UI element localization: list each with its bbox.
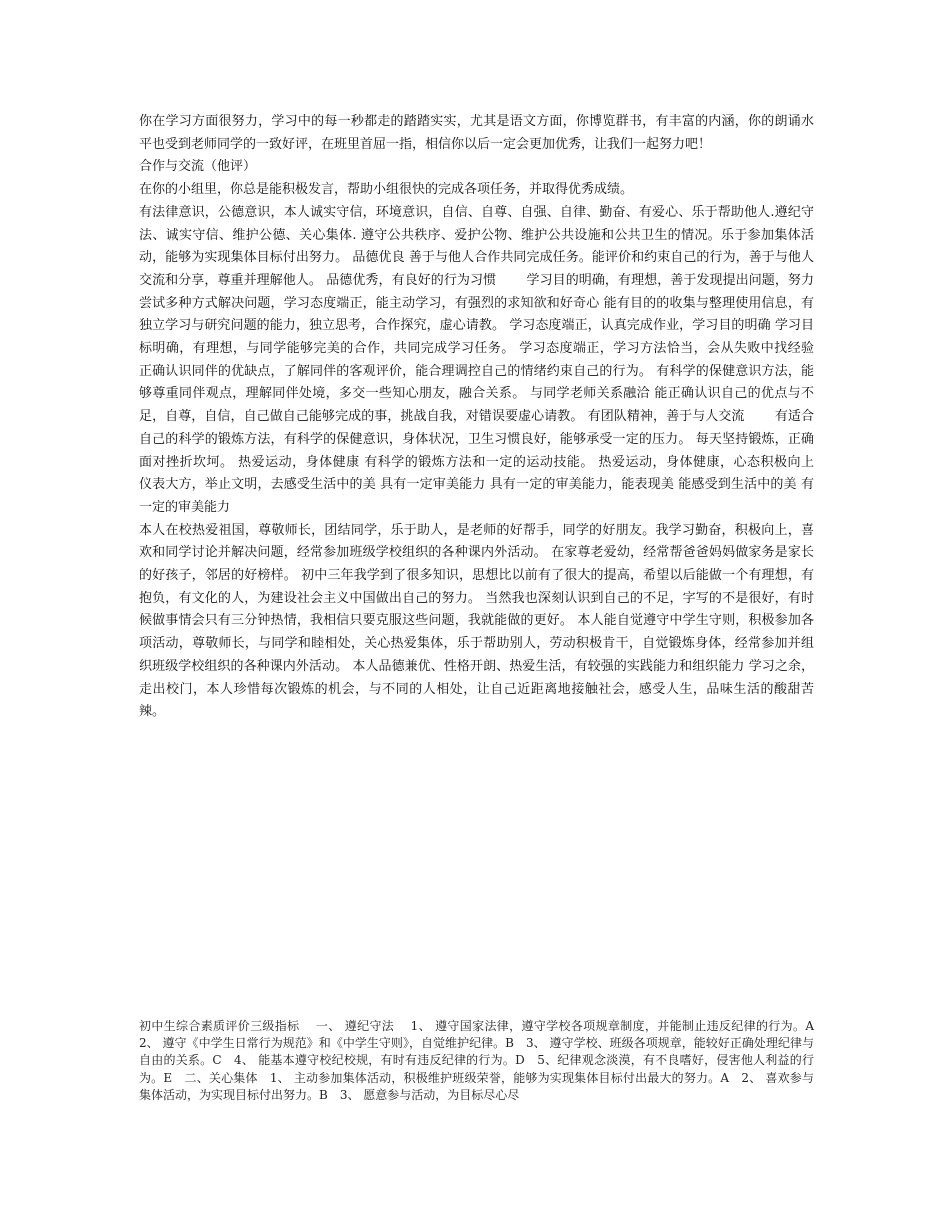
paragraph-group: 在你的小组里，你总是能积极发言，帮助小组很快的完成各项任务，并取得优秀成绩。 [139,182,634,198]
paragraph-indicators: 初中生综合素质评价三级指标 一、 遵纪守法 1、 遵守国家法律，遵守学校各项规章制度，并能制止违反纪律的行为。A 2、 遵守《中学生日常行为规范》和《中学生守则》，自觉维护纪律。B 3、 遵守学校、班级各项规章，能较好正确处理纪律与自由的关系。C 4、 能基本遵守校纪校规，有时有违反纪律的行为。D 5、纪律观念淡漠，有不良嗜好，侵害他人利益的行为。E 二、关心集体 1、 主动参加集体活动，积极维护班级荣誉，能够为实现集体目标付出最大的努力。A 2、 喜欢参与集体活动，为实现目标付出努力。B 3、 愿意参与活动，为目标尽心尽 [139,1019,827,1102]
paragraph-evaluation-phrases: 有法律意识，公德意识，本人诚实守信，环境意识，自信、自尊、自强、自律、勤奋、有爱心、乐于帮助他人.遵纪守法、诚实守信、维护公德、关心集体. 遵守公共秩序、爱护公物、维护公共设施和公共卫生的情况。乐于参加集体活动，能够为实现集体目标付出努力。 品德优良 善于与他人合作共同完成任务。能评价和约束自己的行为，善于与他人交流和分享，尊重并理解他人。 品德优秀，有良好的行为习惯 学习目的明确，有理想，善于发现提出问题，努力尝试多种方式解决问题，学习态度端正，能主动学习，有强烈的求知欲和好奇心 能有目的的收集与整理使用信息，有独立学习与研究问题的能力，独立思考，合作探究，虚心请教。 学习态度端正，认真完成作业，学习目的明确 学习目标明确，有理想，与同学能够完美的合作，共同完成学习任务。 学习态度端正，学习方法恰当，会从失败中找经验 正确认识同伴的优缺点，了解同伴的客观评价，能合理调控自己的情绪约束自己的行为。 有科学的保健意识方法，能够尊重同伴观点，理解同伴处境，多交一些知心朋友，融合关系。 与同学老师关系融洽 能正确认识自己的优点与不足，自尊，自信，自己做自己能够完成的事，挑战自我，对错误要虚心请教。 有团队精神，善于与人交流 有适合自己的科学的锻炼方法，有科学的保健意识，身体状况，卫生习惯良好，能够承受一定的压力。 每天坚持锻炼，正确面对挫折坎坷。 热爱运动，身体健康 有科学的锻炼方法和一定的运动技能。 热爱运动，身体健康，心态积极向上 仪表大方，举止文明，去感受生活中的美 具有一定审美能力 具有一定的审美能力，能表现美 能感受到生活中的美 有一定的审美能力 [139,204,845,515]
footer-text-block [139,1018,827,1104]
heading-cooperation: 合作与交流（他评） [139,159,257,175]
paragraph-self-evaluation: 本人在校热爱祖国，尊敬师长，团结同学，乐于助人，是老师的好帮手，同学的好朋友。我学习勤奋，积极向上，喜欢和同学讨论并解决问题，经常参加班级学校组织的各种课内外活动。 在家尊老爱幼，经常帮爸爸妈妈做家务是家长的好孩子，邻居的好榜样。 初中三年我学到了很多知识，思想比以前有了很大的提高，希望以后能做一个有理想，有抱负，有文化的人，为建设社会主义中国做出自己的努力。 当然我也深刻认识到自己的不足，字写的不是很好，有时候做事情会只有三分钟热情，我相信只要克服这些问题，我就能做的更好。 本人能自觉遵守中学生守则，积极参加各项活动，尊敬师长，与同学和睦相处，关心热爱集体，乐于帮助别人，劳动积极肯干，自觉锻炼身体，经常参加并组织班级学校组织的各种课内外活动。 本人品德兼优、性格开朗、热爱生活，有较强的实践能力和组织能力 学习之余，走出校门，本人珍惜每次锻炼的机会，与不同的人相处，让自己近距离地接触社会，感受人生，品味生活的酸甜苦辣。 [139,522,814,720]
main-text-block [139,111,845,724]
paragraph-praise: 你在学习方面很努力，学习中的每一秒都走的踏踏实实，尤其是语文方面，你博览群书，有丰富的内涵，你的朗诵水平也受到老师同学的一致好评，在班里首屈一指，相信你以后一定会更加优秀，让我们一起努力吧！ [139,114,814,152]
